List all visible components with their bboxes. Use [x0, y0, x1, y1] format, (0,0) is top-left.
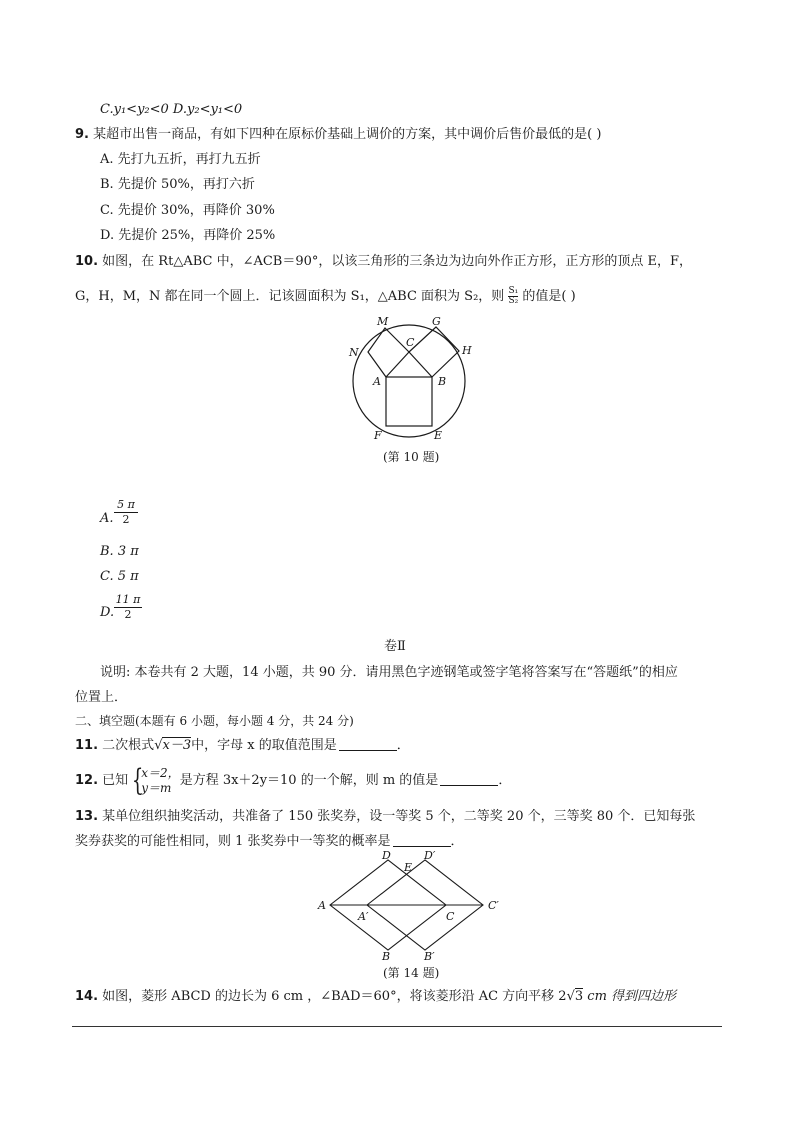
q10-side-ac [386, 352, 409, 377]
footer-rule [72, 1026, 722, 1027]
q10-square-bc [409, 327, 459, 377]
q14-label-a-prime: A′ [358, 910, 369, 923]
q10-option-a-numerator: 5 π [114, 498, 138, 513]
radical-icon: √ [154, 738, 163, 753]
q11-number: 11. [75, 738, 99, 753]
q12-end: ． [498, 773, 512, 788]
q10-label-n: N [349, 346, 359, 359]
q11-end: ． [396, 738, 410, 753]
q9-option-b: B. 先提价 50%，再打六折 [100, 177, 255, 192]
q13-line1 [75, 808, 695, 826]
q14-pre: 如图，菱形 ABCD 的边长为 6 cm ，∠BAD＝60°，将该菱形沿 AC 方向平移 2 [102, 989, 567, 1004]
q14-stem [75, 988, 676, 1006]
q14-label-b: B [382, 950, 391, 962]
q10-fraction-numerator: S₁ [508, 286, 519, 296]
q11-pre: 二次根式 [102, 738, 155, 753]
q12-system [141, 766, 179, 796]
q10-line2-text: G，H，M，N 都在同一个圆上．记该圆面积为 S₁，△ABC 面积为 S₂，则 [75, 289, 505, 304]
q11-post: 中，字母 x 的取值范围是 [191, 738, 337, 753]
section-heading: 二、填空题(本题有 6 小题，每小题 4 分，共 24 分) [75, 714, 354, 728]
q14-label-a: A [318, 899, 326, 912]
radical-icon: √ [566, 989, 575, 1004]
q9-stem [75, 126, 601, 144]
q13-line2-text: 奖券获奖的可能性相同，则 1 张奖券中一等奖的概率是 [75, 834, 391, 849]
q14-caption: (第 14 题) [383, 966, 440, 980]
q12-post: 是方程 3x＋2y＝10 的一个解，则 m 的值是 [179, 773, 439, 788]
q14-sqrt-radicand: 3 [574, 989, 584, 1004]
q9-number: 9. [75, 127, 89, 142]
q14-label-e: E [404, 861, 413, 874]
q10-option-d-fraction [114, 593, 142, 622]
q14-label-b-prime: B′ [424, 950, 435, 962]
q12-pre: 已知 [102, 773, 129, 788]
q14-label-c-prime: C′ [488, 899, 499, 912]
q10-line1 [75, 253, 692, 271]
q9-option-c: C. 先提价 30%，再降价 30% [100, 203, 275, 218]
q10-option-d-prefix: D. [100, 605, 115, 620]
q10-label-e: E [434, 429, 443, 442]
q10-fraction-denominator: S₂ [508, 296, 519, 306]
section-note-line1: 说明: 本卷共有 2 大题，14 小题，共 90 分．请用黑色字迹钢笔或签字笔将答案写在“答题纸”的相应 [100, 665, 678, 680]
section-note-line2: 位置上． [75, 690, 128, 705]
q10-option-d-numerator: 11 π [115, 593, 141, 606]
section-title: 卷Ⅱ [384, 639, 406, 654]
q10-line1-text: 如图，在 Rt△ABC 中，∠ACB＝90°，以该三角形的三条边为边向外作正方形，正方形的顶点 E，F， [102, 254, 693, 269]
q14-figure [312, 848, 508, 962]
q13-end: ． [450, 834, 464, 849]
q12-system-eq2: y＝m [141, 780, 172, 795]
q14-label-d-prime: D′ [424, 849, 436, 862]
q10-line2 [75, 287, 576, 306]
q10-label-a: A [373, 375, 381, 388]
q10-option-a-prefix: A. [100, 511, 114, 526]
q11-radicand: x－3 [162, 738, 192, 753]
q10-option-a-denominator: 2 [122, 513, 130, 526]
q10-label-f: F [374, 429, 382, 442]
q12 [75, 762, 512, 799]
q9-stem-text: 某超市出售一商品，有如下四种在原标价基础上调价的方案，其中调价后售价最低的是( ) [93, 127, 602, 142]
q10-fraction [508, 287, 518, 306]
q10-option-c: C. 5 π [100, 569, 139, 584]
q10-square-ac [368, 328, 409, 377]
q13-line1-text: 某单位组织抽奖活动，共准备了 150 张奖券，设一等奖 5 个，二等奖 20 个，三等奖 80 个．已知每张 [102, 809, 696, 824]
q9-option-a: A. 先打九五折，再打九五折 [100, 152, 261, 167]
q14-number: 14. [75, 989, 99, 1004]
q10-number: 10. [75, 254, 99, 269]
q11 [75, 737, 410, 755]
q10-label-b: B [438, 375, 447, 388]
q10-caption: (第 10 题) [383, 450, 440, 464]
q14-label-d: D [382, 849, 391, 862]
q10-label-g: G [432, 315, 441, 328]
brace-icon: { [132, 762, 144, 798]
q10-square-ab [386, 377, 432, 426]
q12-answer-blank [440, 773, 498, 786]
q10-label-c: C [406, 336, 415, 349]
q10-option-b: B. 3 π [100, 544, 139, 559]
q13-number: 13. [75, 809, 99, 824]
q10-line2-tail: 的值是( ) [522, 289, 576, 304]
q11-answer-blank [339, 738, 397, 751]
q10-option-a-fraction [114, 498, 138, 527]
q10-figure [340, 312, 480, 446]
q8-options-tail: C.y₁<y₂<0 D.y₂<y₁<0 [100, 102, 243, 117]
q14-label-c: C [446, 910, 455, 923]
q10-option-d-denominator: 2 [124, 608, 132, 621]
q12-system-eq1: x＝2， [141, 765, 180, 780]
q10-label-m: M [377, 315, 389, 328]
q12-number: 12. [75, 773, 99, 788]
q9-option-d: D. 先提价 25%，再降价 25% [100, 228, 276, 243]
q14-post: cm 得到四边形 [583, 989, 677, 1004]
q13-answer-blank [393, 834, 451, 847]
q10-side-bc [409, 352, 432, 377]
q10-label-h: H [462, 344, 472, 357]
